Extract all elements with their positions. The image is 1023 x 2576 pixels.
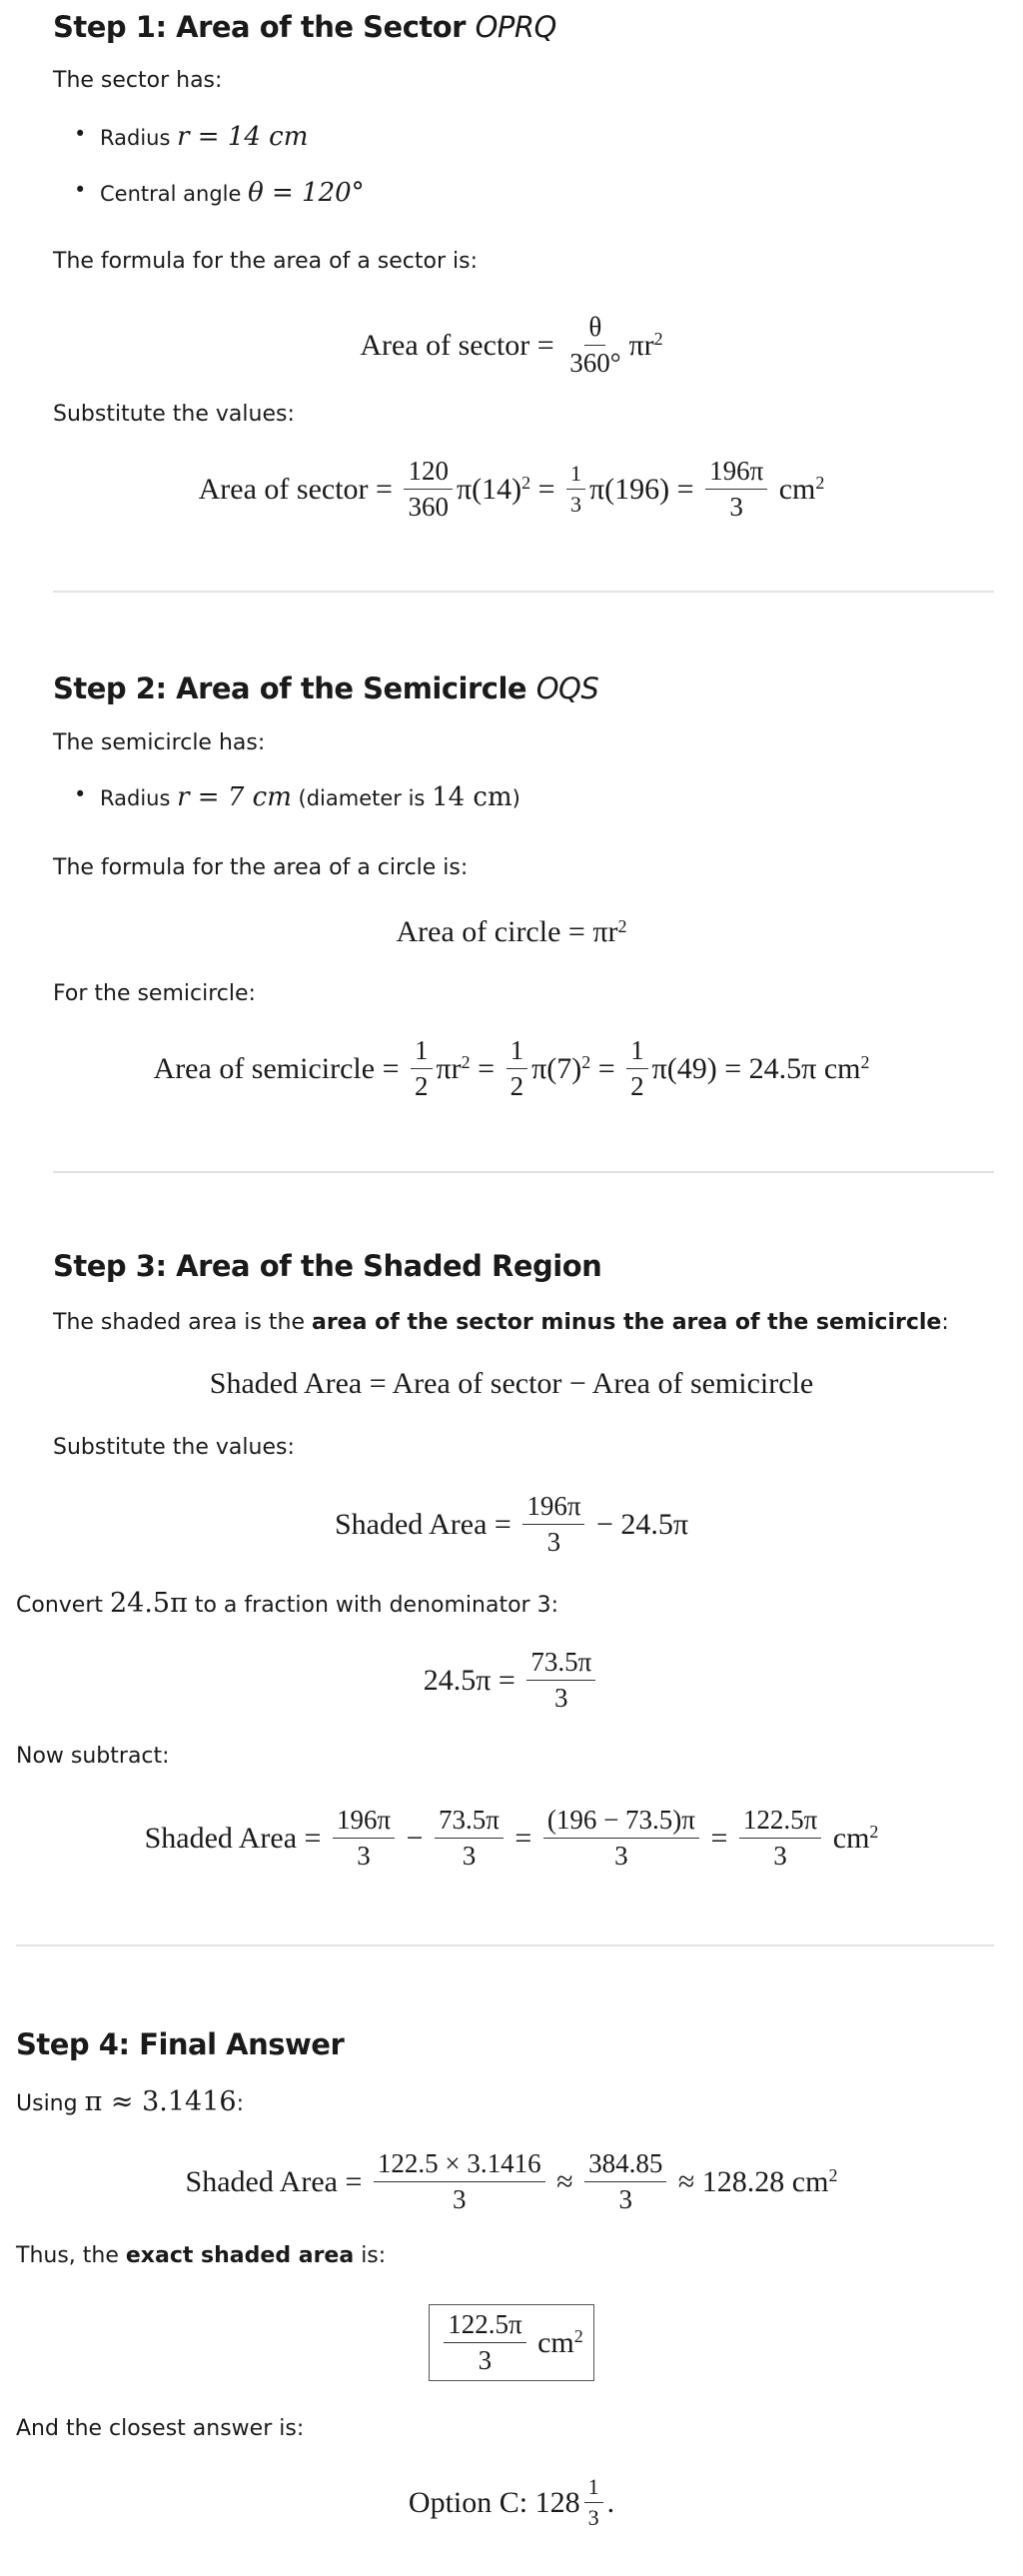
sector-area-equation bbox=[0, 456, 1023, 523]
semicircle-area-equation bbox=[0, 1035, 1023, 1102]
math: π ≈ 3.1416 bbox=[84, 2086, 237, 2117]
step1-heading bbox=[53, 10, 556, 44]
fraction-numerator: 384.85 bbox=[584, 2148, 666, 2182]
step2-formula-text: The formula for the area of a circle is: bbox=[53, 855, 469, 880]
math: 24.5π bbox=[109, 1588, 188, 1619]
math-superscript: 2 bbox=[573, 2326, 583, 2346]
fraction-denominator: 3 bbox=[357, 1841, 371, 1871]
fraction-denominator: 3 bbox=[729, 492, 743, 522]
heading-var: OPRQ bbox=[475, 10, 556, 44]
bullet-radius bbox=[100, 782, 520, 812]
fraction bbox=[374, 2148, 545, 2215]
math-text: π(49) = 24.5π cm bbox=[651, 1051, 861, 1085]
fraction-denominator: 3 bbox=[453, 2184, 467, 2214]
math-text: π(196) = bbox=[589, 472, 702, 506]
fraction bbox=[584, 2474, 603, 2531]
text: Thus, the bbox=[16, 2243, 126, 2268]
heading-text: Step 1: Area of the Sector bbox=[53, 10, 476, 44]
math-text: Area of sector = bbox=[360, 328, 562, 362]
fraction bbox=[411, 1035, 433, 1102]
thus-text bbox=[16, 2243, 386, 2268]
divider bbox=[53, 591, 994, 593]
bold-text: area of the sector minus the area of the semicircle bbox=[311, 1310, 942, 1335]
text: The shaded area is the bbox=[53, 1310, 312, 1335]
fraction bbox=[565, 312, 624, 379]
fraction bbox=[333, 1805, 395, 1872]
fraction-numerator: 73.5π bbox=[435, 1805, 504, 1839]
conversion-equation bbox=[0, 1647, 1023, 1714]
math-text: Area of circle = πr bbox=[396, 915, 618, 948]
fraction-numerator: 120 bbox=[404, 456, 453, 490]
math-text: = bbox=[590, 1051, 623, 1085]
fraction-numerator: 73.5π bbox=[526, 1647, 595, 1681]
math-text: = bbox=[530, 472, 563, 506]
fraction-numerator: 122.5π bbox=[739, 1805, 821, 1839]
text: is: bbox=[354, 2243, 387, 2268]
math-text: πr bbox=[628, 328, 654, 362]
bold-text: exact shaded area bbox=[125, 2243, 355, 2268]
fraction-numerator: 1 bbox=[566, 461, 585, 490]
math-text: cm bbox=[529, 2325, 574, 2359]
bullet-angle bbox=[100, 178, 365, 208]
fraction bbox=[739, 1805, 821, 1872]
text: : bbox=[941, 1310, 949, 1335]
math-superscript: 2 bbox=[461, 1052, 471, 1072]
math-text: cm bbox=[825, 1821, 870, 1855]
shaded-area-definition bbox=[0, 1367, 1023, 1401]
fraction bbox=[522, 1491, 584, 1558]
heading-text: Step 2: Area of the Semicircle bbox=[53, 671, 536, 705]
fraction bbox=[626, 1035, 648, 1102]
shaded-area-substitution bbox=[0, 1491, 1023, 1558]
fraction-numerator: 122.5π bbox=[444, 2309, 525, 2343]
math-text: = bbox=[470, 1051, 503, 1085]
bullet-label: Radius bbox=[100, 126, 178, 150]
math-superscript: 2 bbox=[617, 915, 627, 936]
convert-text bbox=[16, 1588, 558, 1619]
step2-semicircle-text: For the semicircle: bbox=[53, 981, 256, 1006]
math-text: ≈ bbox=[548, 2164, 581, 2198]
fraction bbox=[507, 1035, 528, 1102]
subtract-text: Now subtract: bbox=[16, 1744, 170, 1769]
bullet-suffix-end: ) bbox=[512, 786, 520, 810]
fraction-denominator: 3 bbox=[614, 1841, 628, 1871]
fraction-denominator: 3 bbox=[570, 492, 582, 517]
fraction-denominator: 3 bbox=[478, 2345, 493, 2375]
math-text: Shaded Area = bbox=[144, 1821, 329, 1855]
fraction-denominator: 360° bbox=[569, 348, 621, 378]
math-text: cm bbox=[771, 472, 816, 506]
math-text: Area of semicircle = bbox=[153, 1051, 407, 1085]
math-superscript: 2 bbox=[521, 473, 531, 493]
text: to a fraction with denominator 3: bbox=[187, 1593, 558, 1618]
math-text: πr bbox=[436, 1051, 462, 1085]
fraction-denominator: 3 bbox=[618, 2184, 632, 2214]
math-text: Shaded Area = bbox=[185, 2164, 370, 2198]
text: Using bbox=[16, 2091, 85, 2116]
step2-heading bbox=[53, 671, 598, 705]
sector-formula-equation bbox=[0, 312, 1023, 379]
fraction bbox=[526, 1647, 595, 1714]
fraction-numerator: 122.5 × 3.1416 bbox=[374, 2148, 545, 2182]
math-text: 24.5π = bbox=[423, 1663, 523, 1697]
math-superscript: 2 bbox=[828, 2165, 838, 2185]
math-superscript: 2 bbox=[653, 329, 663, 349]
step1-substitute-text: Substitute the values: bbox=[53, 402, 295, 427]
math-text: = bbox=[507, 1821, 539, 1855]
math-text: π(14) bbox=[456, 472, 522, 506]
math-superscript: 2 bbox=[815, 473, 825, 493]
step3-heading: Step 3: Area of the Shaded Region bbox=[53, 1249, 602, 1283]
using-text bbox=[16, 2086, 244, 2117]
boxed-answer-row bbox=[0, 2304, 1023, 2381]
fraction-denominator: 2 bbox=[510, 1071, 524, 1101]
circle-formula-equation bbox=[0, 915, 1023, 949]
fraction-numerator: (196 − 73.5)π bbox=[543, 1805, 699, 1839]
text: Convert bbox=[16, 1593, 110, 1618]
math-text: − bbox=[399, 1821, 432, 1855]
fraction-denominator: 360 bbox=[408, 492, 449, 522]
fraction-numerator: θ bbox=[584, 312, 605, 346]
fraction-numerator: 196π bbox=[705, 456, 767, 490]
fraction-numerator: 1 bbox=[584, 2474, 603, 2503]
fraction bbox=[444, 2309, 525, 2376]
fraction-denominator: 2 bbox=[415, 1071, 429, 1101]
fraction bbox=[584, 2148, 666, 2215]
fraction-denominator: 3 bbox=[546, 1527, 561, 1557]
fraction-denominator: 3 bbox=[773, 1841, 787, 1871]
math-text: Option C: 128 bbox=[408, 2485, 580, 2519]
bullet-suffix-math: 14 cm bbox=[432, 782, 512, 812]
fraction-denominator: 3 bbox=[554, 1683, 568, 1713]
bullet-label: Central angle bbox=[100, 182, 249, 206]
fraction bbox=[705, 456, 767, 523]
math-text: Area of sector = bbox=[198, 472, 401, 506]
numeric-equation bbox=[0, 2148, 1023, 2215]
fraction-denominator: 3 bbox=[587, 2505, 599, 2530]
fraction-numerator: 1 bbox=[411, 1035, 433, 1069]
fraction bbox=[404, 456, 453, 523]
fraction-numerator: 196π bbox=[522, 1491, 584, 1525]
fraction bbox=[435, 1805, 504, 1872]
step1-intro: The sector has: bbox=[53, 68, 223, 93]
step3-substitute-text: Substitute the values: bbox=[53, 1435, 295, 1460]
math-text: = bbox=[702, 1821, 735, 1855]
bullet-math: r = 7 cm bbox=[177, 782, 292, 812]
divider bbox=[53, 1171, 994, 1173]
boxed-answer bbox=[429, 2304, 594, 2381]
bullet-math: r = 14 cm bbox=[177, 122, 309, 152]
math-text: . bbox=[606, 2485, 615, 2519]
math-superscript: 2 bbox=[869, 1822, 879, 1842]
heading-var: OQS bbox=[535, 671, 599, 705]
bullet-radius bbox=[100, 122, 308, 152]
math-superscript: 2 bbox=[860, 1052, 870, 1072]
closest-answer-text: And the closest answer is: bbox=[16, 2416, 305, 2441]
final-option bbox=[0, 2474, 1023, 2531]
fraction-numerator: 196π bbox=[333, 1805, 395, 1839]
math-superscript: 2 bbox=[581, 1052, 591, 1072]
fraction-numerator: 1 bbox=[507, 1035, 528, 1069]
math-text: Shaded Area = Area of sector − Area of semicircle bbox=[209, 1367, 814, 1400]
math-text: ≈ 128.28 cm bbox=[670, 2164, 829, 2198]
fraction bbox=[543, 1805, 699, 1872]
text: : bbox=[236, 2091, 245, 2116]
subtraction-equation bbox=[0, 1805, 1023, 1872]
fraction-numerator: 1 bbox=[626, 1035, 648, 1069]
fraction-denominator: 2 bbox=[630, 1071, 644, 1101]
step1-formula-text: The formula for the area of a sector is: bbox=[53, 249, 479, 274]
step2-intro: The semicircle has: bbox=[53, 730, 266, 755]
math-text: π(7) bbox=[531, 1051, 582, 1085]
divider bbox=[16, 1944, 994, 1946]
bullet-suffix: (diameter is bbox=[291, 786, 433, 810]
bullet-math: θ = 120° bbox=[248, 178, 365, 208]
fraction bbox=[566, 461, 585, 518]
step4-heading: Step 4: Final Answer bbox=[16, 2027, 345, 2061]
bullet-label: Radius bbox=[100, 786, 178, 810]
math-text: Shaded Area = bbox=[334, 1507, 519, 1541]
fraction-denominator: 3 bbox=[462, 1841, 477, 1871]
step3-text bbox=[53, 1310, 949, 1335]
math-text: − 24.5π bbox=[588, 1507, 689, 1541]
